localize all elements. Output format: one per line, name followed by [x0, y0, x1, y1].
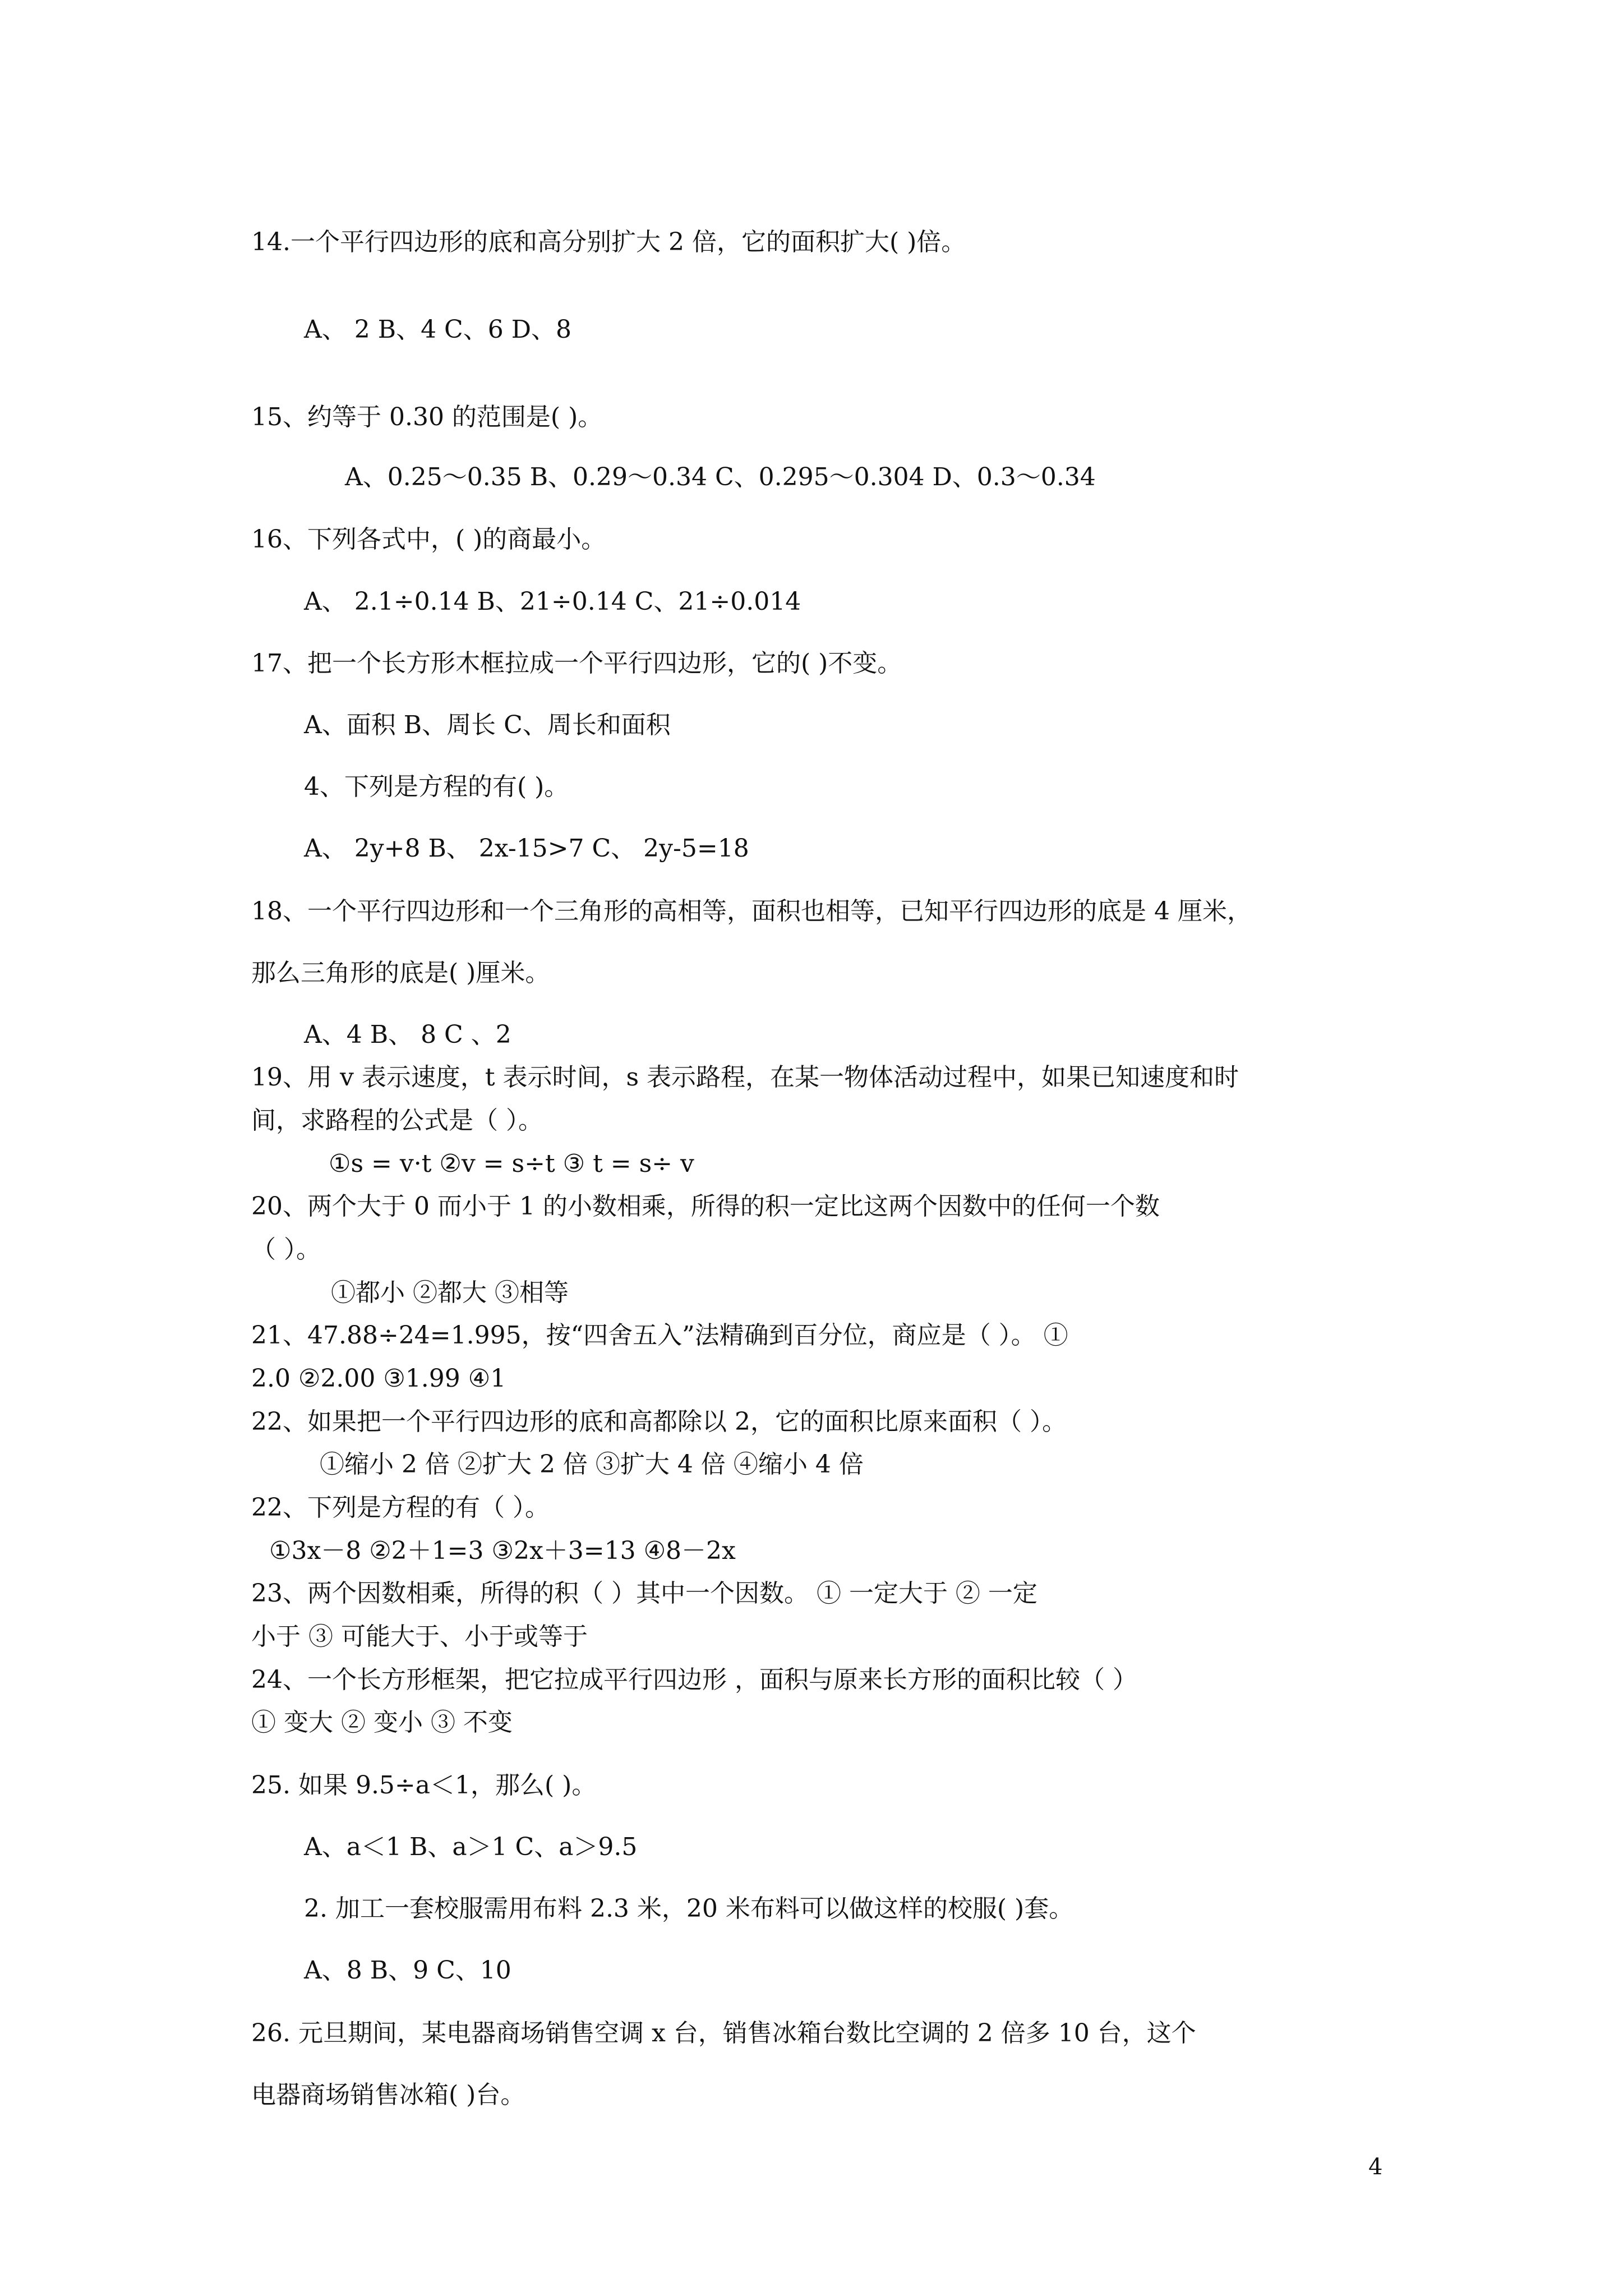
question-21-options: 2.0 ②2.00 ③1.99 ④1: [251, 1364, 506, 1393]
question-22-options: ①缩小 2 倍 ②扩大 2 倍 ③扩大 4 倍 ④缩小 4 倍: [320, 1450, 864, 1479]
question-2-options: A、8 B、9 C、10: [304, 1956, 511, 1985]
question-23-text-2: 小于 ③ 可能大于、小于或等于: [251, 1622, 588, 1651]
question-22b-options: ①3x－8 ②2＋1=3 ③2x＋3=13 ④8－2x: [269, 1536, 736, 1565]
question-15-text: 15、约等于 0.30 的范围是( )。: [251, 403, 603, 431]
question-19-text-2: 间，求路程的公式是（ ）。: [251, 1106, 543, 1135]
question-14-text: 14.一个平行四边形的底和高分别扩大 2 倍，它的面积扩大( )倍。: [251, 228, 966, 256]
question-18-options: A、4 B、 8 C 、2: [304, 1020, 511, 1049]
question-20-text-2: （ ）。: [251, 1235, 321, 1264]
question-19-text-1: 19、用 v 表示速度，t 表示时间，s 表示路程，在某一物体活动过程中，如果已知速度和时: [251, 1063, 1239, 1092]
question-22-text: 22、如果把一个平行四边形的底和高都除以 2，它的面积比原来面积（ ）。: [251, 1407, 1067, 1436]
question-22b-text: 22、下列是方程的有（ ）。: [251, 1493, 550, 1522]
question-18-text-1: 18、一个平行四边形和一个三角形的高相等，面积也相等，已知平行四边形的底是 4 厘米，: [251, 897, 1252, 926]
question-4-options: A、 2y+8 B、 2x-15>7 C、 2y-5=18: [304, 834, 749, 863]
question-26-text-1: 26. 元旦期间，某电器商场销售空调 x 台，销售冰箱台数比空调的 2 倍多 10 台，这个: [251, 2019, 1196, 2047]
question-4-text: 4、下列是方程的有( )。: [304, 772, 569, 801]
question-17-text: 17、把一个长方形木框拉成一个平行四边形，它的( )不变。: [251, 649, 902, 678]
question-20-text-1: 20、两个大于 0 而小于 1 的小数相乘，所得的积一定比这两个因数中的任何一个数: [251, 1192, 1160, 1221]
question-16-options: A、 2.1÷0.14 B、21÷0.14 C、21÷0.014: [304, 587, 801, 616]
question-14-options: A、 2 B、4 C、6 D、8: [304, 315, 571, 344]
question-24-text: 24、一个长方形框架，把它拉成平行四边形 ，面积与原来长方形的面积比较（ ）: [251, 1665, 1137, 1694]
question-15-options: A、0.25～0.35 B、0.29～0.34 C、0.295～0.304 D、0.3～0.34: [345, 463, 1096, 491]
question-18-text-2: 那么三角形的底是( )厘米。: [251, 959, 550, 987]
page-number: 4: [1368, 2154, 1383, 2180]
question-25-text: 25. 如果 9.5÷a＜1，那么( )。: [251, 1771, 597, 1800]
question-20-options: ①都小 ②都大 ③相等: [331, 1278, 569, 1307]
question-17-options: A、面积 B、周长 C、周长和面积: [304, 711, 671, 739]
question-25-options: A、a＜1 B、a＞1 C、a＞9.5: [304, 1833, 638, 1861]
question-2-text: 2. 加工一套校服需用布料 2.3 米，20 米布料可以做这样的校服( )套。: [304, 1894, 1074, 1923]
question-24-options: ① 变大 ② 变小 ③ 不变: [251, 1708, 513, 1737]
question-16-text: 16、下列各式中，( )的商最小。: [251, 525, 606, 554]
question-23-text-1: 23、两个因数相乘，所得的积（ ）其中一个因数。 ① 一定大于 ② 一定: [251, 1579, 1038, 1608]
question-19-options: ①s = v·t ②v = s÷t ③ t = s÷ v: [329, 1149, 694, 1178]
question-21-text: 21、47.88÷24=1.995，按“四舍五入”法精确到百分位，商应是（ ）。 ①: [251, 1321, 1068, 1350]
question-26-text-2: 电器商场销售冰箱( )台。: [251, 2081, 525, 2109]
